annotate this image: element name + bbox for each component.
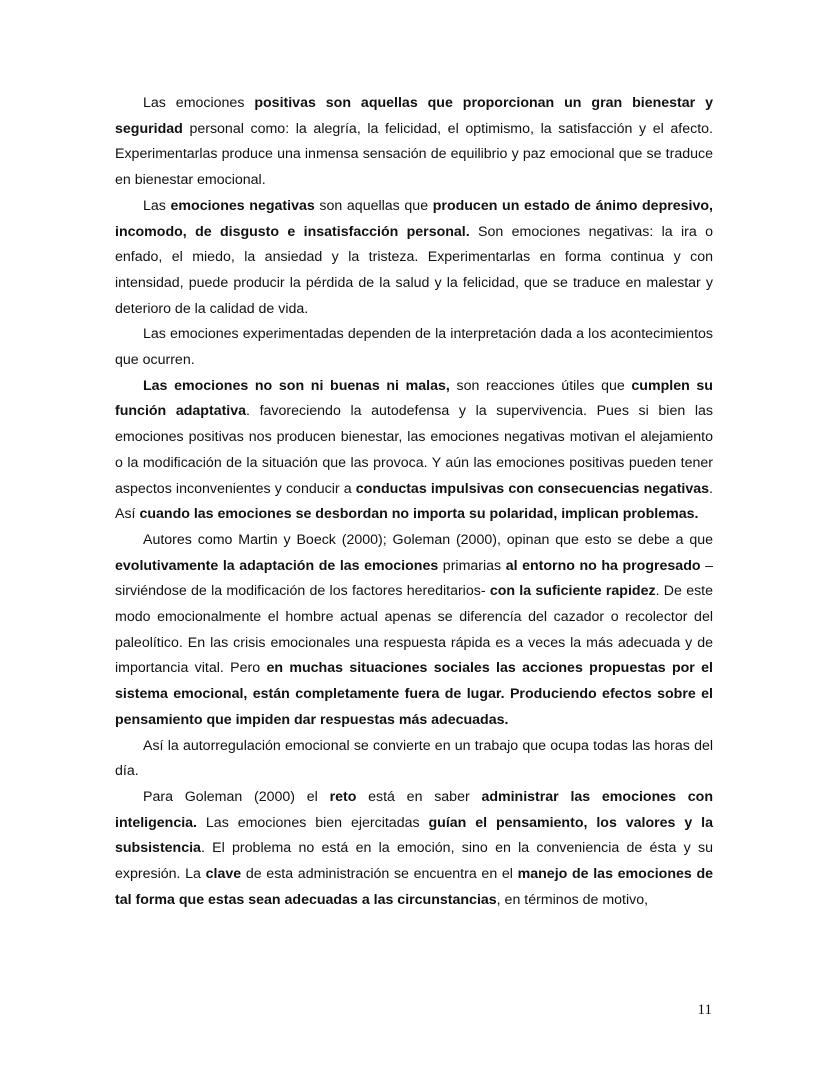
bold-text-run: Las emociones no son ni buenas ni malas, [143, 377, 450, 394]
text-run: personal como: la alegría, la felicidad, el optimismo, la satisfacción y el afecto. Experimentarlas produce una inmensa sensación de equilibrio y paz emocional que se traduce en bienestar emocional. [115, 120, 713, 189]
text-run: Las emociones bien ejercitadas [197, 814, 429, 831]
text-run: son reacciones útiles que [449, 377, 632, 394]
paragraph [115, 322, 713, 373]
text-run: de esta administración se encuentra en el [241, 866, 518, 883]
paragraph [115, 528, 713, 734]
body-text [115, 91, 713, 914]
bold-text-run: administrar las emociones con inteligencia. [115, 788, 713, 831]
text-run: –sirviéndose de la modificación de los factores hereditarios- [115, 557, 713, 600]
bold-text-run: evolutivamente la adaptación de las emociones [115, 557, 439, 574]
bold-text-run: en muchas situaciones sociales las acciones propuestas por el sistema emocional, están completamente fuera de lugar. Produciendo efectos sobre el pensamiento que impiden dar respuestas más adecuadas. [115, 660, 713, 728]
paragraph [115, 194, 713, 323]
text-run: primarias [438, 557, 506, 574]
bold-text-run: clave [205, 866, 242, 883]
paragraph [115, 374, 713, 528]
paragraph [115, 734, 713, 785]
text-run: está en saber [356, 788, 482, 805]
bold-text-run: cuando las emociones se desbordan no importa su polaridad, implican problemas. [139, 506, 699, 523]
bold-text-run: positivas son aquellas que proporcionan un gran bienestar y seguridad [115, 95, 713, 137]
paragraph [115, 785, 713, 914]
text-run: . De este modo emocionalmente el hombre actual apenas se diferencía del cazador o recolector del paleolítico. En las crisis emocionales una respuesta rápida es a veces la más adecuada y de importancia vital. Pero [115, 583, 714, 677]
bold-text-run: emociones negativas [170, 197, 315, 214]
text-run: . favoreciendo la autodefensa y la supervivencia. Pues si bien las emociones positivas nos producen bienestar, las emociones negativas motivan el alejamiento o la modificación de la situación que las provoca. Y aún las emociones positivas pueden tener aspectos inconvenientes y conducir a [115, 403, 713, 497]
bold-text-run: guían el pensamiento, los valores y la subsistencia [115, 814, 713, 857]
bold-text-run: conductas impulsivas con consecuencias negativas [355, 480, 710, 497]
text-run: , en términos de motivo, [496, 891, 649, 908]
text-run: Las emociones experimentadas dependen de la interpretación dada a los acontecimientos que ocurren. [115, 326, 713, 369]
bold-text-run: con la suficiente rapidez [489, 583, 656, 600]
text-run: Autores como Martin y Boeck (2000); Goleman (2000), opinan que esto se debe a que [143, 531, 713, 548]
text-run: . El problema no está en la emoción, sino en la conveniencia de ésta y su expresión. La [115, 840, 713, 883]
bold-text-run: reto [329, 788, 357, 805]
bold-text-run: manejo de las emociones de tal forma que estas sean adecuadas a las circunstancias [115, 866, 714, 908]
text-run: Las emociones [143, 95, 255, 111]
text-run: son aquellas que [314, 197, 433, 214]
bold-text-run: al entorno no ha progresado [505, 557, 701, 574]
paragraph [115, 91, 713, 194]
text-run: Así la autorregulación emocional se convierte en un trabajo que ocupa todas las horas del día. [115, 737, 713, 780]
bold-text-run: producen un estado de ánimo depresivo, incomodo, de disgusto e insatisfacción personal. [115, 197, 713, 240]
text-run: . Así [115, 480, 713, 523]
page-number: 11 [697, 1002, 712, 1018]
text-run: Las [143, 197, 171, 214]
text-run: Son emociones negativas: la ira o enfado, el miedo, la ansiedad y la tristeza. Experimentarlas en forma continua y con intensidad, puede producir la pérdida de la salud y la felicidad, que se traduce en malestar y deterioro de la calidad de vida. [115, 223, 713, 317]
text-run: Para Goleman (2000) el [143, 788, 330, 805]
bold-text-run: cumplen su función adaptativa [115, 377, 713, 420]
